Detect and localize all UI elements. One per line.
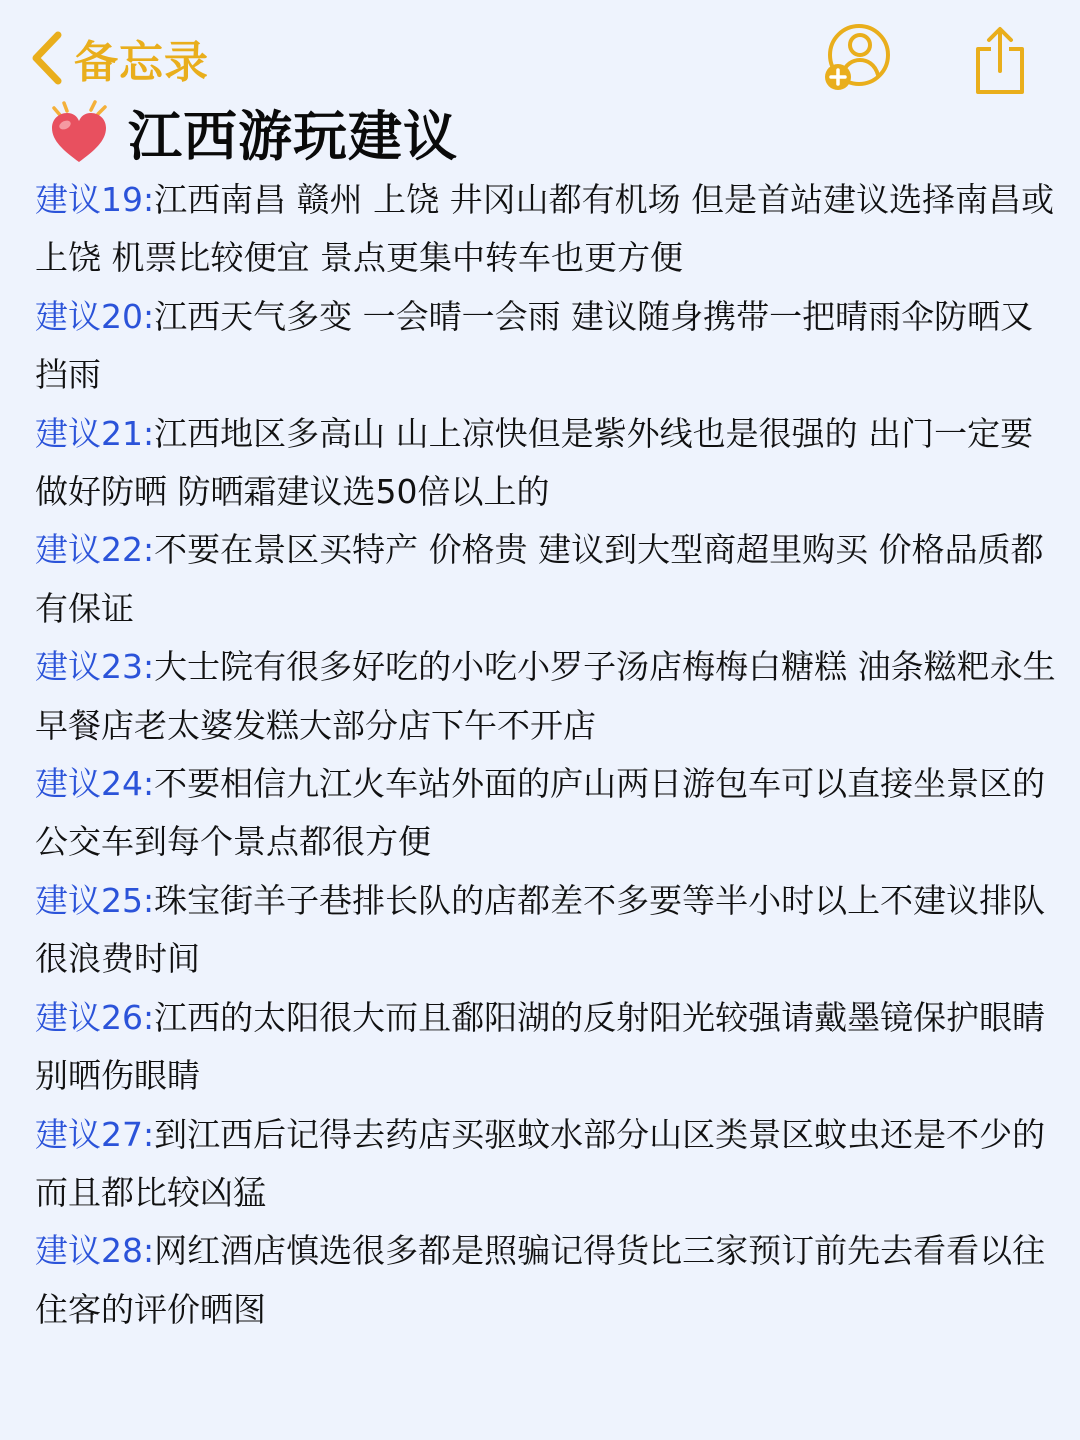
page-title: 江西游玩建议 (128, 104, 458, 168)
tip-19 (35, 171, 1063, 288)
back-button[interactable] (28, 26, 209, 90)
tip-text: 珠宝街羊子巷排长队的店都差不多要等半小时以上不建议排队很浪费时间 (35, 880, 1046, 979)
tip-27 (35, 1106, 1063, 1223)
tip-text: 江西地区多高山 山上凉快但是紫外线也是很强的 出门一定要做好防晒 防晒霜建议选50倍以上的 (35, 413, 1034, 512)
back-label: 备忘录 (74, 37, 209, 88)
tip-label: 建议21: (35, 413, 155, 453)
tip-text: 不要在景区买特产 价格贵 建议到大型商超里购买 价格品质都有保证 (35, 530, 1044, 628)
heart-icon (44, 98, 114, 166)
tip-21 (35, 405, 1063, 522)
tip-24 (35, 755, 1063, 872)
share-icon[interactable] (970, 22, 1030, 98)
tip-text: 不要相信九江火车站外面的庐山两日游包车可以直接坐景区的公交车到每个景点都很方便 (35, 764, 1046, 862)
tip-text: 网红酒店慎选很多都是照骗记得货比三家预订前先去看看以往住客的评价晒图 (35, 1231, 1046, 1329)
chevron-left-icon (28, 29, 66, 87)
add-person-icon[interactable] (822, 22, 898, 98)
navigation-actions (822, 22, 1030, 98)
tip-26 (35, 989, 1063, 1106)
tip-label: 建议25: (35, 880, 155, 920)
tip-text: 大士院有很多好吃的小吃小罗子汤店梅梅白糖糕 油条糍粑永生早餐店老太婆发糕大部分店下午不开店 (35, 647, 1056, 745)
tip-label: 建议26: (35, 997, 155, 1037)
tip-text: 江西的太阳很大而且鄱阳湖的反射阳光较强请戴墨镜保护眼睛别晒伤眼睛 (35, 997, 1046, 1096)
tip-20 (35, 288, 1063, 405)
tip-25 (35, 872, 1063, 989)
note-title-row (44, 96, 458, 168)
tip-23 (35, 638, 1063, 755)
tip-label: 建议23: (35, 647, 155, 687)
top-navigation-bar (0, 18, 1080, 98)
tip-label: 建议24: (35, 764, 155, 804)
note-body[interactable] (35, 171, 1063, 1339)
tip-label: 建议22: (35, 530, 155, 570)
tip-label: 建议20: (35, 296, 155, 336)
tip-text: 江西天气多变 一会晴一会雨 建议随身携带一把晴雨伞防晒又挡雨 (35, 296, 1034, 395)
tip-22 (35, 521, 1063, 638)
tip-text: 到江西后记得去药店买驱蚊水部分山区类景区蚊虫还是不少的而且都比较凶猛 (35, 1114, 1046, 1212)
tip-label: 建议28: (35, 1231, 155, 1271)
tip-28 (35, 1222, 1063, 1339)
tip-label: 建议27: (35, 1114, 155, 1154)
tip-text: 江西南昌 赣州 上饶 井冈山都有机场 但是首站建议选择南昌或上饶 机票比较便宜 景点更集中转车也更方便 (35, 180, 1055, 278)
tip-label: 建议19: (35, 180, 155, 219)
